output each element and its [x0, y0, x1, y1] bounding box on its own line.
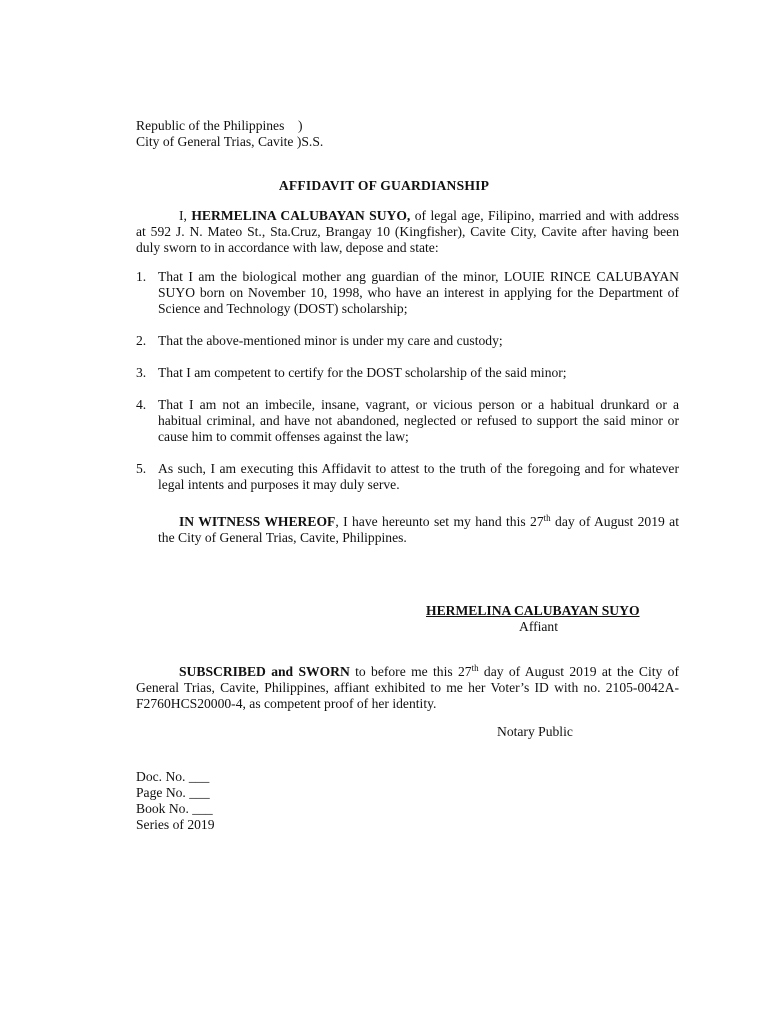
list-item-number: 1.	[136, 269, 147, 284]
jurat-text-post: day of August 2019 at the City of General Trias, Cavite, Philippines, affiant exhibited to me her Voter’s ID with no. 2105-0042A-F2760HCS20000-4, as competent proof of her identity.	[136, 664, 679, 711]
list-item-text: That I am not an imbecile, insane, vagrant, or vicious person or a habitual drunkard or a habitual criminal, and have not abandoned, neglected or refused to support the said minor or cause him to commit offenses against the law;	[158, 397, 679, 444]
jurat-ordinal-suffix: th	[471, 663, 479, 673]
notarial-register-block	[136, 769, 215, 833]
series-year: Series of 2019	[136, 817, 215, 832]
affiant-signature-name: HERMELINA CALUBAYAN SUYO	[426, 603, 640, 618]
witness-paragraph	[158, 514, 679, 546]
page-number: Page No. ___	[136, 785, 210, 800]
venue-block	[136, 118, 323, 150]
affiant-label: Affiant	[519, 619, 559, 634]
doc-number: Doc. No. ___	[136, 769, 210, 784]
jurat-text-pre: to before me this 27	[349, 664, 472, 679]
venue-line-republic: Republic of the Philippines )	[136, 118, 303, 133]
witness-ordinal-suffix: th	[543, 513, 551, 523]
list-item-number: 4.	[136, 397, 147, 412]
jurat-paragraph	[136, 664, 679, 712]
list-item-text: That I am the biological mother ang guardian of the minor, LOUIE RINCE CALUBAYAN SUYO born on November 10, 1998, who have an interest in applying for the Department of Science and Technology (DOST) scholarship;	[158, 269, 679, 316]
list-item-number: 3.	[136, 365, 147, 380]
list-item-number: 2.	[136, 333, 147, 348]
intro-paragraph	[136, 208, 679, 256]
list-item	[136, 461, 679, 493]
notary-public-label: Notary Public	[497, 724, 573, 739]
list-item	[136, 365, 679, 381]
list-item-text: That the above-mentioned minor is under my care and custody;	[158, 333, 503, 348]
intro-text: of legal age, Filipino, married and with address at 592 J. N. Mateo St., Sta.Cruz, Brangay 10 (Kingfisher), Cavite City, Cavite after having been duly sworn to in accordance with law, depose and state:	[136, 208, 679, 255]
jurat-heading: SUBSCRIBED and SWORN	[179, 664, 350, 679]
witness-text-pre: , I have hereunto set my hand this 27	[335, 514, 544, 529]
witness-text-post: day of August 2019 at the City of General Trias, Cavite, Philippines.	[158, 514, 679, 545]
venue-line-city: City of General Trias, Cavite )S.S.	[136, 134, 324, 149]
list-item-text: As such, I am executing this Affidavit to attest to the truth of the foregoing and for whatever legal intents and purposes it may duly serve.	[158, 461, 679, 492]
list-item-number: 5.	[136, 461, 147, 476]
affiant-name-inline: HERMELINA CALUBAYAN SUYO,	[191, 208, 411, 223]
list-item-text: That I am competent to certify for the DOST scholarship of the said minor;	[158, 365, 567, 380]
list-item	[136, 269, 679, 317]
book-number: Book No. ___	[136, 801, 213, 816]
list-item	[136, 333, 679, 349]
document-title: AFFIDAVIT OF GUARDIANSHIP	[278, 178, 490, 193]
intro-i: I,	[179, 208, 192, 223]
witness-heading: IN WITNESS WHEREOF	[179, 514, 336, 529]
statement-list	[136, 269, 679, 493]
list-item	[136, 397, 679, 445]
